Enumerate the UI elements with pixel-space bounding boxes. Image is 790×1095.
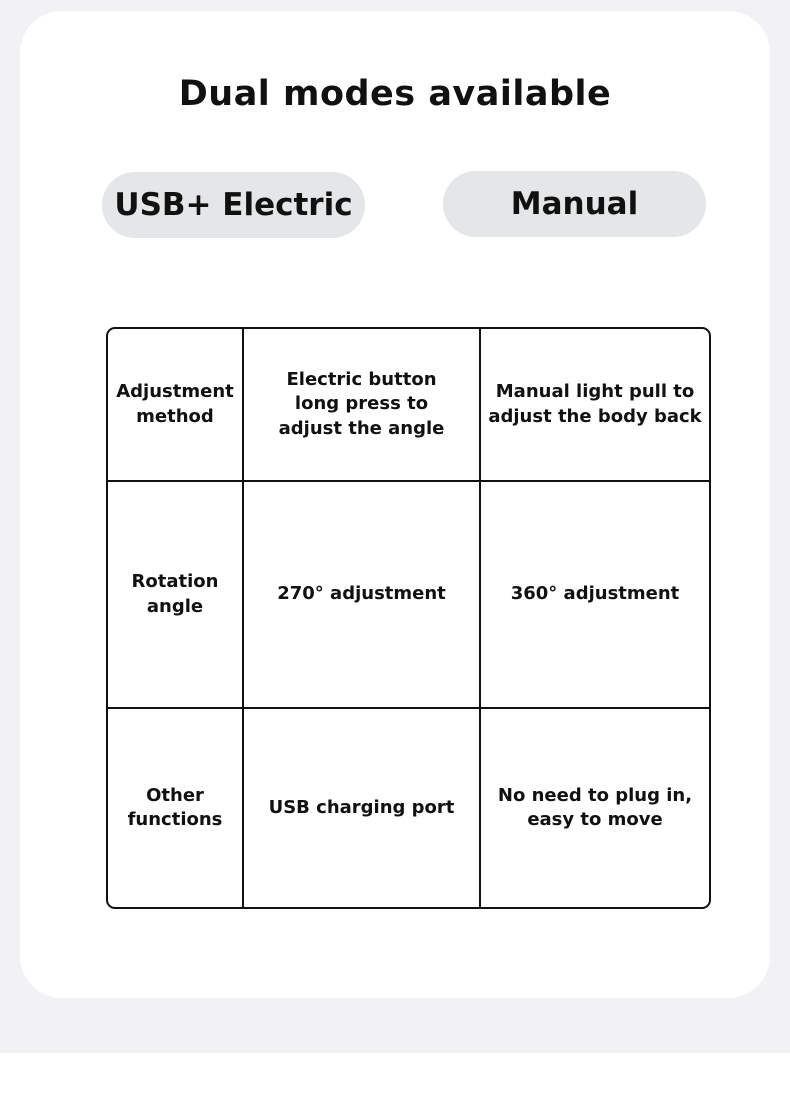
bottom-strip <box>0 1053 790 1095</box>
row-label-other-functions <box>108 709 244 907</box>
page-title: Dual modes available <box>178 74 612 114</box>
row-label-adjustment-method <box>108 329 244 482</box>
cell-usb-rotation-angle <box>244 482 481 709</box>
cell-text: Rotation angle <box>131 571 219 617</box>
cell-text: Adjustment method <box>116 381 234 427</box>
cell-text: USB charging port <box>268 796 455 818</box>
row-label-rotation-angle <box>108 482 244 709</box>
cell-text: Other functions <box>127 784 223 830</box>
cell-text: Manual light pull to adjust the body back <box>488 381 702 427</box>
cell-text: Electric button long press to adjust the angle <box>278 369 445 439</box>
cell-usb-adjustment-method <box>244 329 481 482</box>
cell-manual-adjustment-method <box>481 329 709 482</box>
cell-text: 360° adjustment <box>510 583 680 605</box>
mode-tab-usb-electric[interactable]: USB+ Electric <box>102 172 365 238</box>
mode-tab-manual[interactable]: Manual <box>443 171 706 237</box>
cell-usb-other-functions <box>244 709 481 907</box>
cell-text: 270° adjustment <box>277 583 446 605</box>
comparison-table <box>106 327 711 909</box>
cell-manual-other-functions <box>481 709 709 907</box>
cell-text: No need to plug in, easy to move <box>497 784 693 830</box>
cell-manual-rotation-angle <box>481 482 709 709</box>
